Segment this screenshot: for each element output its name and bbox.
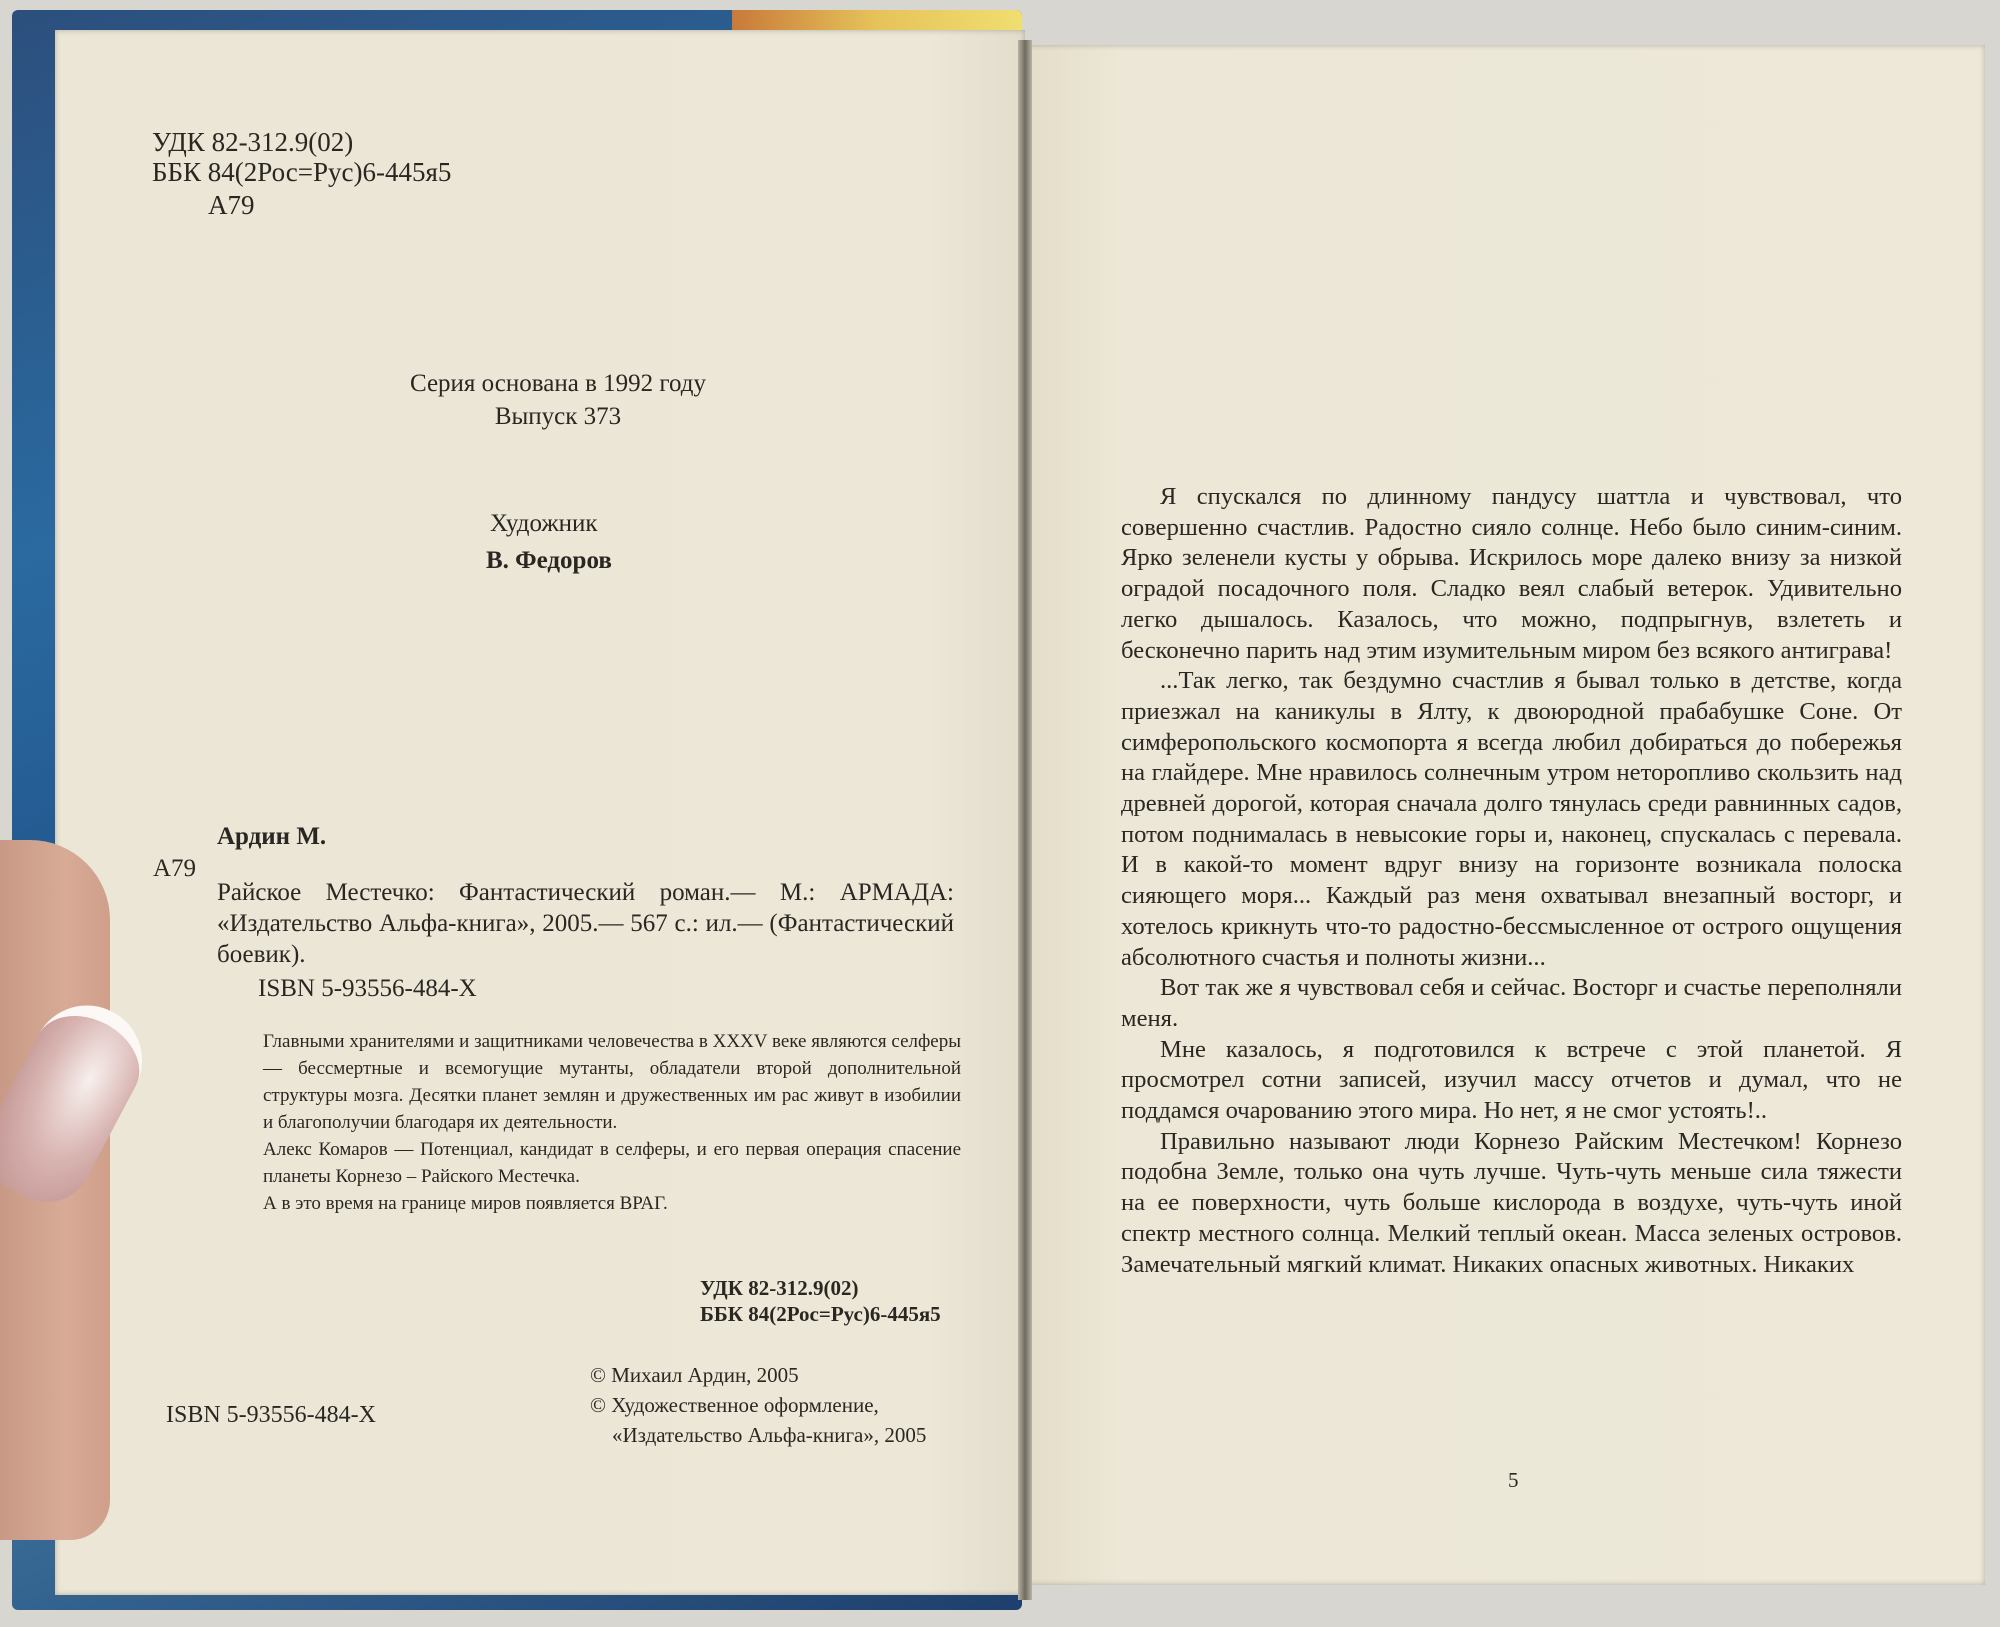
author-sign-2: А79: [153, 855, 197, 882]
series-line: Серия основана в 1992 году: [409, 370, 707, 397]
isbn-bottom: ISBN 5-93556-484-X: [166, 1402, 376, 1428]
text-paragraph: Мне казалось, я подготовился к встрече с этой планетой. Я просмотрел сотни записей, изучил массу отчетов и думал, что не поддамся очарованию этого мира. Но нет, я не смог устоять!..: [1121, 1035, 1902, 1125]
author-heading: Ардин М.: [217, 823, 327, 850]
bbk-code: ББК 84(2Рос=Рус)6-445я5: [152, 157, 452, 187]
bbk-bottom: ББК 84(2Рос=Рус)6-445я5: [700, 1302, 941, 1326]
annotation: [263, 1028, 961, 1217]
copyright-design-2: «Издательство Альфа-книга», 2005: [612, 1423, 927, 1447]
artist-name: В. Федоров: [486, 547, 612, 574]
udk-block: [152, 127, 451, 187]
copyright-block: [590, 1360, 926, 1450]
bibliographic-text: Райское Местечко: Фантастический роман.— М.: АРМАДА: «Издательство Альфа-книга», 2005.— 567 с.: ил.— (Фантастический боевик).: [217, 879, 954, 968]
text-paragraph: Правильно называют люди Корнезо Райским Местечком! Корнезо подобна Земле, только она чуть лучше. Чуть-чуть меньше сила тяжести на ее поверхности, чуть больше кислорода в воздухе, чуть-чуть иной спектр местного солнца. Мелкий теплый океан. Масса зеленых островов. Замечательный мягкий климат. Никаких опасных животных. Никаких: [1121, 1127, 1902, 1278]
udk-bottom: УДК 82-312.9(02): [700, 1276, 859, 1300]
page-number: 5: [1508, 1468, 1519, 1492]
annotation-paragraph: Алекс Комаров — Потенциал, кандидат в селферы, и его первая операция спасение планеты Корнезо – Райского Местечка.: [263, 1139, 961, 1187]
udk-bottom-block: [700, 1275, 941, 1327]
author-sign: А79: [208, 190, 255, 220]
copyright-design-1: © Художественное оформление,: [590, 1393, 879, 1417]
book-gutter: [1018, 40, 1032, 1600]
text-paragraph: ...Так легко, так бездумно счастлив я бывал только в детстве, когда приезжал на каникулы в Ялту, к двоюродной прабабушке Соне. От симферопольского космопорта я всегда любил добираться до побережья на глайдере. Мне нравилось солнечным утром неторопливо скользить над древней дорогой, которая сначала долго тянулась среди равнинных садов, потом поднималась в невысокие горы и, наконец, спускалась с перевала. И в какой-то момент вдруг внизу на горизонте возникала полоска сияющего моря... Каждый раз меня охватывал внезапный восторг, и хотелось крикнуть что-то радостно-бессмысленное от острого ощущения абсолютного счастья и полноты жизни...: [1121, 667, 1902, 971]
annotation-paragraph: Главными хранителями и защитниками человечества в XXXV веке являются селферы — бессмертные и всемогущие мутанты, обладатели второй дополнительной структуры мозга. Десятки планет землян и дружественных им рас живут в изобилии и благополучии благодаря их деятельности.: [263, 1031, 961, 1133]
copyright-author: © Михаил Ардин, 2005: [590, 1363, 799, 1387]
isbn-top: ISBN 5-93556-484-X: [258, 975, 477, 1002]
series-block: [383, 367, 733, 433]
issue-line: Выпуск 373: [494, 403, 622, 430]
bibliographic-record: [217, 846, 954, 970]
udk-code: УДК 82-312.9(02): [152, 127, 354, 157]
chapter-text: [1121, 482, 1902, 1280]
text-paragraph: Вот так же я чувствовал себя и сейчас. Восторг и счастье переполняли меня.: [1121, 974, 1902, 1032]
annotation-paragraph: А в это время на границе миров появляется ВРАГ.: [263, 1193, 668, 1214]
artist-label: Художник: [490, 510, 598, 537]
text-paragraph: Я спускался по длинному пандусу шаттла и чувствовал, что совершенно счастлив. Радостно сияло солнце. Небо было синим-синим. Ярко зеленели кусты у обрыва. Искрилось море далеко внизу за низкой оградой посадочного поля. Сладко веял слабый ветерок. Удивительно легко дышалось. Казалось, что можно, подпрыгнув, взлететь и бесконечно парить над этим изумительным миром без всякого антиграва!: [1121, 483, 1902, 664]
